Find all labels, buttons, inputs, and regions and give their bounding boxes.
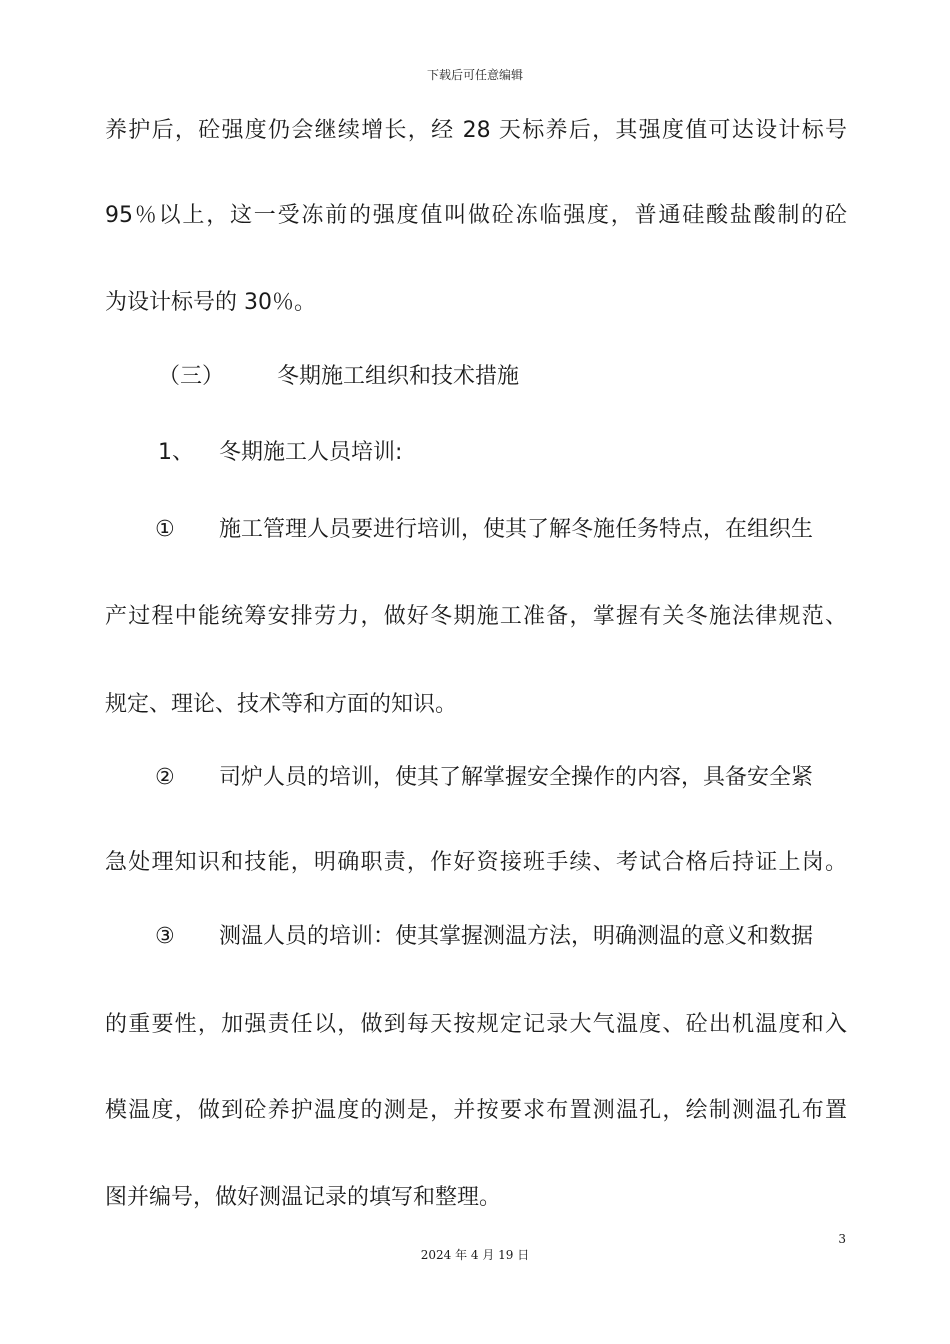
sub-item-number: ①: [155, 517, 175, 542]
text-line: 急处理知识和技能，明确职责，作好资接班手续、考试合格后持证上岗。: [105, 850, 847, 875]
sub-item-lead: 司炉人员的培训，使其了解掌握安全操作的内容，具备安全紧: [219, 765, 814, 790]
section-title: 冬期施工组织和技术措施: [277, 364, 520, 389]
page-number: 3: [838, 1232, 846, 1246]
section-number: （三）: [158, 364, 225, 389]
sub-item-lead: 测温人员的培训：使其掌握测温方法，明确测温的意义和数据: [219, 924, 814, 949]
text-line: 的重要性，加强责任以，做到每天按规定记录大气温度、砼出机温度和入: [105, 1012, 847, 1037]
sub-item-number: ③: [155, 924, 175, 949]
text-line: 为设计标号的 30％。: [105, 290, 316, 315]
sub-item-lead: 施工管理人员要进行培训，使其了解冬施任务特点，在组织生: [219, 517, 814, 542]
text-line: 图并编号，做好测温记录的填写和整理。: [105, 1185, 502, 1210]
text-line: 产过程中能统筹安排劳力，做好冬期施工准备，掌握有关冬施法律规范、: [105, 604, 847, 629]
text-line: 养护后，砼强度仍会继续增长，经 28 天标养后，其强度值可达设计标号: [105, 118, 847, 143]
footer-date: 2024 年 4 月 19 日: [420, 1248, 530, 1262]
text-line: 95％以上，这一受冻前的强度值叫做砼冻临强度，普通硅酸盐酸制的砼: [105, 203, 847, 228]
page-header: 下载后可任意编辑: [426, 68, 523, 82]
item-number: 1、: [158, 440, 194, 465]
sub-item-number: ②: [155, 765, 175, 790]
text-line: 模温度，做到砼养护温度的测是，并按要求布置测温孔，绘制测温孔布置: [105, 1098, 847, 1123]
item-title: 冬期施工人员培训:: [219, 440, 403, 465]
text-line: 规定、理论、技术等和方面的知识。: [105, 692, 458, 717]
